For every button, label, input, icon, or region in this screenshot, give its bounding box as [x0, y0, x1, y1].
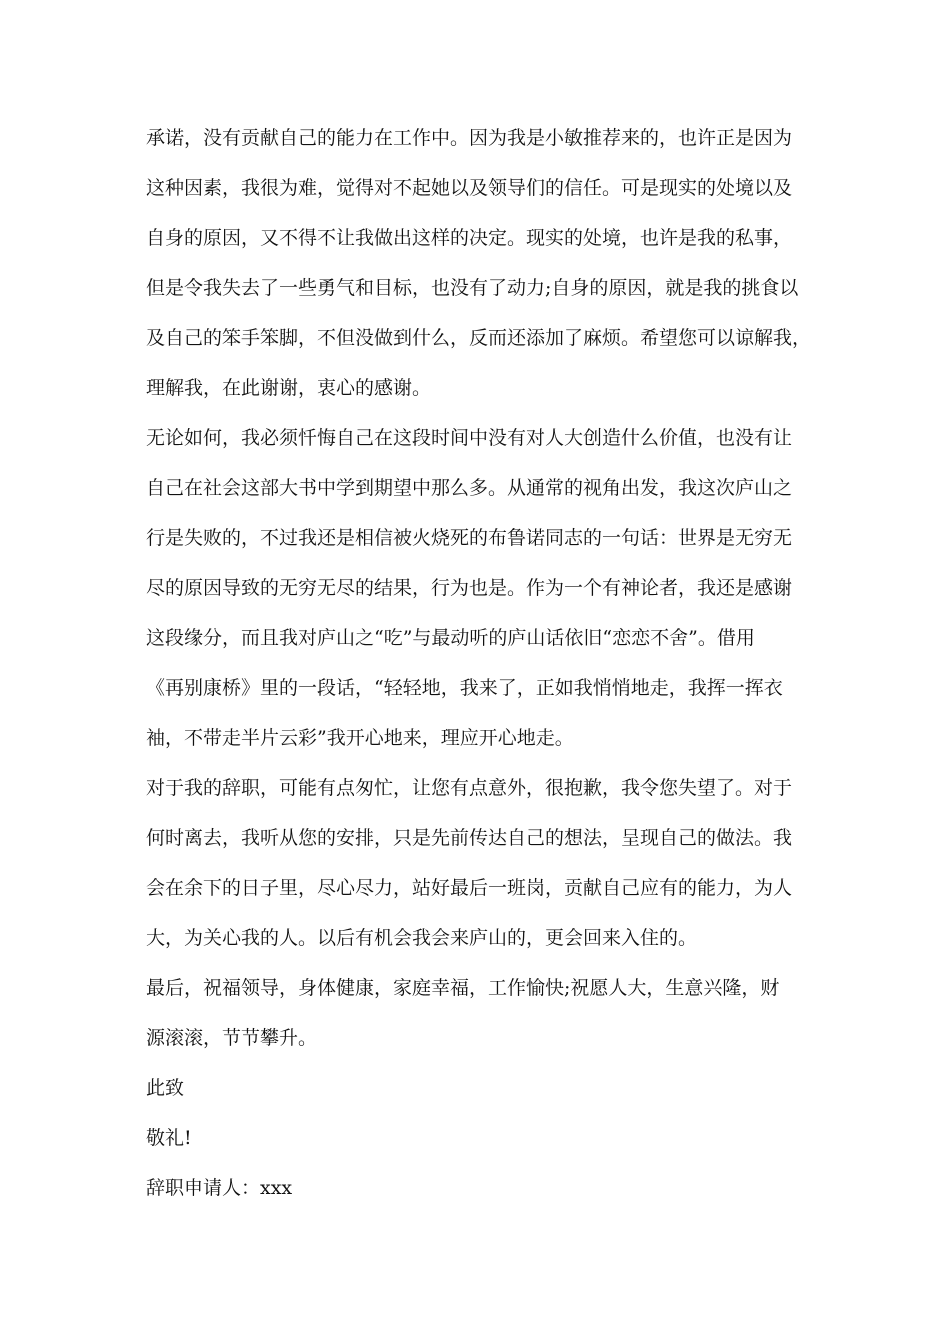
text-line: 会在余下的日子里，尽心尽力，站好最后一班岗，贡献自己应有的能力，为人 [146, 877, 793, 899]
text-line: 无论如何，我必须忏悔自己在这段时间中没有对人大创造什么价值，也没有让 [146, 427, 793, 449]
text-line: 《再别康桥》里的一段话，“轻轻地，我来了，正如我悄悄地走，我挥一挥衣 [146, 677, 783, 699]
text-line: 但是令我失去了一些勇气和目标，也没有了动力;自身的原因，就是我的挑食以 [146, 277, 799, 299]
text-line: 袖，不带走半片云彩”我开心地来，理应开心地走。 [146, 727, 574, 749]
text-line: 承诺，没有贡献自己的能力在工作中。因为我是小敏推荐来的，也许正是因为 [146, 127, 793, 149]
closing-regards: 敬礼! [146, 1127, 192, 1149]
text-line: 何时离去，我听从您的安排，只是先前传达自己的想法，呈现自己的做法。我 [146, 827, 793, 849]
text-line: 大，为关心我的人。以后有机会我会来庐山的，更会回来入住的。 [146, 927, 698, 949]
text-line: 最后，祝福领导，身体健康，家庭幸福，工作愉快;祝愿人大，生意兴隆，财 [146, 977, 780, 999]
text-line: 行是失败的，不过我还是相信被火烧死的布鲁诺同志的一句话：世界是无穷无 [146, 527, 793, 549]
text-line: 尽的原因导致的无穷无尽的结果，行为也是。作为一个有神论者，我还是感谢 [146, 577, 793, 599]
text-line: 理解我，在此谢谢，衷心的感谢。 [146, 377, 432, 399]
signature-line: 辞职申请人：xxx [146, 1177, 293, 1199]
text-line: 源滚滚，节节攀升。 [146, 1027, 318, 1049]
text-line: 对于我的辞职，可能有点匆忙，让您有点意外，很抱歉，我令您失望了。对于 [146, 777, 793, 799]
text-line: 这段缘分，而且我对庐山之“吃”与最动听的庐山话依旧“恋恋不舍”。借用 [146, 627, 755, 649]
text-line: 这种因素，我很为难，觉得对不起她以及领导们的信任。可是现实的处境以及 [146, 177, 793, 199]
text-line: 自己在社会这部大书中学到期望中那么多。从通常的视角出发，我这次庐山之 [146, 477, 793, 499]
text-line: 自身的原因，又不得不让我做出这样的决定。现实的处境，也许是我的私事， [146, 227, 793, 249]
closing-salutation: 此致 [146, 1077, 185, 1099]
text-line: 及自己的笨手笨脚，不但没做到什么，反而还添加了麻烦。希望您可以谅解我， [146, 327, 812, 349]
